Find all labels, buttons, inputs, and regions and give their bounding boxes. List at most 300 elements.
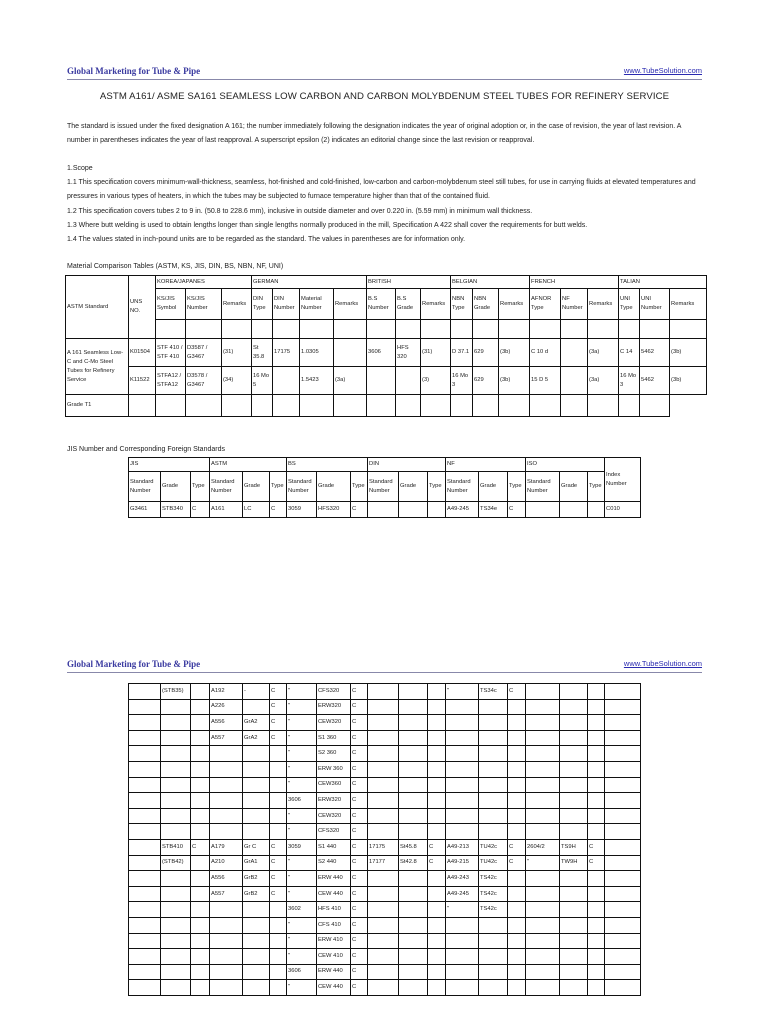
table-cell [588, 699, 605, 715]
table1-caption: Material Comparison Tables (ASTM, KS, JIS, DIN, BS, NBN, NF, UNI) [67, 263, 284, 270]
table-cell: - [243, 684, 270, 700]
table-cell [399, 824, 428, 840]
table-cell: C [270, 684, 287, 700]
table-cell: 3606 [287, 793, 317, 809]
table-cell [479, 699, 508, 715]
table-cell [428, 699, 446, 715]
table-cell [588, 949, 605, 965]
table-cell [191, 917, 210, 933]
table-cell [526, 684, 560, 700]
table-cell: TS42c [479, 886, 508, 902]
group-header: BELGIAN [451, 276, 530, 289]
table-cell: 16 Mo 3 [451, 367, 473, 395]
table-cell [129, 793, 161, 809]
table-cell: C [191, 502, 210, 518]
table-cell [588, 917, 605, 933]
table-cell [210, 902, 243, 918]
table-cell [588, 902, 605, 918]
table-row [129, 793, 641, 809]
table-cell: 1.5423 [300, 367, 334, 395]
scope-section [67, 162, 703, 247]
table-cell: C [588, 839, 605, 855]
table-cell [129, 933, 161, 949]
table-cell: GrA2 [243, 730, 270, 746]
group-header: FRENCH [530, 276, 619, 289]
table-cell [129, 699, 161, 715]
table-cell [191, 746, 210, 762]
table-cell: C [351, 715, 368, 731]
table-cell: A179 [210, 839, 243, 855]
table-cell: C [351, 777, 368, 793]
table-cell [129, 808, 161, 824]
site-link[interactable]: www.TubeSolution.com [623, 659, 702, 668]
header-rule [67, 672, 702, 673]
table-cell [243, 917, 270, 933]
table-cell [368, 761, 399, 777]
table-cell [560, 980, 588, 996]
table-cell [399, 730, 428, 746]
table-cell: 3602 [287, 902, 317, 918]
table-cell [526, 746, 560, 762]
table-cell: C [428, 839, 446, 855]
table-cell [588, 980, 605, 996]
table-cell [191, 699, 210, 715]
table-cell [446, 746, 479, 762]
table-cell: C [270, 886, 287, 902]
sub-header: AFNOR Type [530, 289, 561, 320]
table-cell [446, 730, 479, 746]
table-cell [508, 699, 526, 715]
table-cell [605, 902, 641, 918]
sub-header: B.S Grade [396, 289, 421, 320]
table-cell: " [287, 761, 317, 777]
table-cell [605, 824, 641, 840]
scope-heading: 1.Scope [67, 165, 93, 172]
table-cell [446, 808, 479, 824]
table-cell [191, 964, 210, 980]
table-cell: TW9H [560, 855, 588, 871]
table-cell [399, 793, 428, 809]
table-cell [368, 871, 399, 887]
table-cell [428, 949, 446, 965]
table-cell [161, 777, 191, 793]
table-cell: " [287, 746, 317, 762]
table-cell [605, 746, 641, 762]
table-row [129, 824, 641, 840]
table-cell [560, 684, 588, 700]
table-cell [605, 699, 641, 715]
table-cell: C [508, 855, 526, 871]
table-cell: S2 440 [317, 855, 351, 871]
table-cell [368, 699, 399, 715]
table-cell [605, 730, 641, 746]
table-cell [605, 949, 641, 965]
table-cell [210, 777, 243, 793]
table-cell [399, 949, 428, 965]
table-cell [161, 964, 191, 980]
table-cell [479, 933, 508, 949]
table-cell [399, 777, 428, 793]
scope-item: 1.3 Where butt welding is used to obtain lengths longer than single lengths normally produced in the mill, Specification A 422 shall cover the requirements for butt welds. [67, 221, 588, 229]
table-cell [479, 715, 508, 731]
table-cell: C [351, 824, 368, 840]
table-cell [399, 980, 428, 996]
table-cell [191, 949, 210, 965]
table-row [129, 886, 641, 902]
table-cell [526, 980, 560, 996]
table-cell: " [287, 699, 317, 715]
table-cell: C [351, 855, 368, 871]
table-cell [191, 793, 210, 809]
table-cell: C [508, 502, 526, 518]
table-cell [191, 933, 210, 949]
sub-header: Remarks [334, 289, 367, 320]
table-cell [526, 949, 560, 965]
table-cell: (STB35) [161, 684, 191, 700]
group-header: NF [446, 458, 526, 472]
table-cell: C [270, 871, 287, 887]
sub-header: Remarks [222, 289, 252, 320]
table-row [129, 839, 641, 855]
table-cell [508, 777, 526, 793]
table-cell [129, 746, 161, 762]
table-cell [210, 980, 243, 996]
table-cell: CFS320 [317, 824, 351, 840]
table-cell: 3059 [287, 839, 317, 855]
sub-header: DIN Number [273, 289, 300, 320]
table-cell [210, 917, 243, 933]
table-cell [210, 793, 243, 809]
table-cell [161, 715, 191, 731]
table-cell: D3578 / G3467 [186, 367, 222, 395]
table-cell: C [351, 917, 368, 933]
table-row [129, 699, 641, 715]
table-cell [560, 871, 588, 887]
table-cell: (STB42) [161, 855, 191, 871]
table-cell [479, 730, 508, 746]
table-cell [508, 761, 526, 777]
table-cell [161, 761, 191, 777]
table-cell [368, 917, 399, 933]
table-cell [560, 933, 588, 949]
table-cell [368, 730, 399, 746]
table-row [129, 917, 641, 933]
table-cell [508, 933, 526, 949]
table-cell [605, 761, 641, 777]
table-cell [428, 684, 446, 700]
sub-header: Remarks [670, 289, 707, 320]
table-cell [129, 684, 161, 700]
table-cell: " [287, 824, 317, 840]
table-cell [129, 855, 161, 871]
table-row [129, 855, 641, 871]
table-cell [161, 730, 191, 746]
sub-header: NBN Type [451, 289, 473, 320]
sub-header: Standard Number [368, 472, 399, 502]
table-cell [479, 777, 508, 793]
table-cell [243, 980, 270, 996]
table-row [129, 502, 641, 518]
table-cell [210, 964, 243, 980]
table-cell [399, 886, 428, 902]
table-cell: 629 [473, 367, 499, 395]
table-cell: " [287, 684, 317, 700]
sub-header: Grade [161, 472, 191, 502]
table-cell: S1 440 [317, 839, 351, 855]
table-cell [479, 964, 508, 980]
table-cell: " [287, 933, 317, 949]
table-cell: D3587 / G3467 [186, 339, 222, 367]
sub-header: Type [351, 472, 368, 502]
table-cell [479, 761, 508, 777]
table-cell: TU42c [479, 855, 508, 871]
table-cell [161, 793, 191, 809]
table-cell [560, 761, 588, 777]
table-cell [129, 730, 161, 746]
table-cell: ERW320 [317, 793, 351, 809]
material-description: A 161 Seamless Low-C and C-Mo Steel Tubes for Refinery Service [66, 339, 129, 395]
table-cell [560, 777, 588, 793]
sub-header: Remarks [588, 289, 619, 320]
table-cell [399, 715, 428, 731]
table-cell [446, 699, 479, 715]
table-cell [605, 933, 641, 949]
table-cell: 3059 [287, 502, 317, 518]
table-cell [191, 808, 210, 824]
table-cell: St45.8 [399, 839, 428, 855]
table-cell: A49-245 [446, 886, 479, 902]
table-cell [270, 761, 287, 777]
sub-header: UNI Number [640, 289, 670, 320]
table-cell [560, 715, 588, 731]
table-cell [446, 964, 479, 980]
table-cell [210, 949, 243, 965]
table-cell: STFA12 / STFA12 [156, 367, 186, 395]
table-row [129, 871, 641, 887]
table-cell: CEW320 [317, 808, 351, 824]
table-cell: A557 [210, 886, 243, 902]
table-cell [161, 699, 191, 715]
table-cell: (3b) [670, 367, 707, 395]
table-cell: C [270, 855, 287, 871]
table-cell: C [351, 793, 368, 809]
table-cell [508, 886, 526, 902]
table-cell: " [287, 777, 317, 793]
table-cell [560, 917, 588, 933]
table-cell [399, 746, 428, 762]
table-cell [129, 980, 161, 996]
table-cell: GrA2 [243, 715, 270, 731]
table-cell [210, 746, 243, 762]
table-cell: 5462 [640, 367, 670, 395]
table-cell [161, 902, 191, 918]
table-cell: 17177 [368, 855, 399, 871]
sub-header: DIN Type [252, 289, 273, 320]
table-cell: TS9H [560, 839, 588, 855]
table-cell: A226 [210, 699, 243, 715]
table-cell: C [270, 730, 287, 746]
table-cell [560, 730, 588, 746]
table-cell [270, 793, 287, 809]
table-cell: GrB2 [243, 871, 270, 887]
table-cell [368, 824, 399, 840]
table-cell [588, 824, 605, 840]
table-cell [605, 964, 641, 980]
table-cell [161, 949, 191, 965]
group-header: ISO [526, 458, 605, 472]
table-cell [270, 933, 287, 949]
sub-header: UNI Type [619, 289, 640, 320]
table-cell: ERW 410 [317, 933, 351, 949]
table-cell: C [351, 839, 368, 855]
table-cell: CEW320 [317, 715, 351, 731]
table-cell: (31) [222, 339, 252, 367]
table-cell [161, 871, 191, 887]
table-cell: HFS320 [317, 502, 351, 518]
table-cell [508, 871, 526, 887]
table-cell [526, 715, 560, 731]
table-cell: (3a) [334, 367, 367, 395]
table-cell [526, 502, 560, 518]
table-cell [399, 684, 428, 700]
table-cell [368, 902, 399, 918]
scope-item: 1.4 The values stated in inch-pound units are to be regarded as the standard. The values in parentheses are for information only. [67, 236, 466, 244]
brand-name: Global Marketing for Tube & Pipe [67, 66, 201, 76]
table-cell [526, 761, 560, 777]
table-cell [446, 777, 479, 793]
table-cell: " [526, 855, 560, 871]
table-cell [399, 871, 428, 887]
table-cell [588, 871, 605, 887]
table-cell [605, 684, 641, 700]
table-cell: G3461 [129, 502, 161, 518]
table-cell [243, 777, 270, 793]
table-cell: " [287, 715, 317, 731]
table-cell: ERW 440 [317, 964, 351, 980]
table-cell [129, 871, 161, 887]
table-cell: TS34c [479, 684, 508, 700]
table-cell [526, 871, 560, 887]
table-cell [191, 730, 210, 746]
table-row [129, 902, 641, 918]
table-cell [161, 917, 191, 933]
table-cell [508, 964, 526, 980]
table-cell: (3a) [588, 367, 619, 395]
table-cell: C [351, 684, 368, 700]
table-cell [588, 886, 605, 902]
table-cell: C [508, 684, 526, 700]
table-cell [446, 933, 479, 949]
table-cell [191, 886, 210, 902]
table-cell: C [351, 502, 368, 518]
material-comparison-table [65, 275, 707, 417]
table-cell [526, 917, 560, 933]
table-cell: (3) [421, 367, 451, 395]
sub-header: Grade [560, 472, 588, 502]
table-cell [191, 684, 210, 700]
group-header: GERMAN [252, 276, 367, 289]
table-cell [508, 902, 526, 918]
group-header: BS [287, 458, 368, 472]
table-cell [479, 793, 508, 809]
table-cell [560, 886, 588, 902]
table-cell [129, 777, 161, 793]
table-cell [399, 964, 428, 980]
brand-name: Global Marketing for Tube & Pipe [67, 659, 201, 669]
table-cell [605, 715, 641, 731]
table-cell: TS42c [479, 902, 508, 918]
table-cell: C [351, 902, 368, 918]
sub-header: Standard Number [210, 472, 243, 502]
table-cell [270, 964, 287, 980]
table-cell [428, 824, 446, 840]
table-cell [191, 871, 210, 887]
site-link[interactable]: www.TubeSolution.com [623, 66, 702, 75]
sub-header: Type [191, 472, 210, 502]
table-cell [191, 902, 210, 918]
table-cell [508, 715, 526, 731]
table-cell [399, 902, 428, 918]
table-cell [526, 933, 560, 949]
table-cell: A161 [210, 502, 243, 518]
grade-label: Grade T1 [66, 395, 129, 417]
table-cell: 17175 [368, 839, 399, 855]
table-cell [368, 980, 399, 996]
group-header: DIN [368, 458, 446, 472]
table-cell [368, 684, 399, 700]
table-cell [129, 902, 161, 918]
table-row [129, 980, 641, 996]
table-cell: A49-215 [446, 855, 479, 871]
table-cell [243, 761, 270, 777]
table-cell: STB340 [161, 502, 191, 518]
table-cell [270, 777, 287, 793]
table-cell: TU42c [479, 839, 508, 855]
table-cell [243, 699, 270, 715]
page-header [67, 66, 702, 80]
table-cell: C [270, 502, 287, 518]
table-cell [446, 715, 479, 731]
table-cell [428, 886, 446, 902]
table-cell [588, 933, 605, 949]
table-cell: A49-245 [446, 502, 479, 518]
table-cell [161, 808, 191, 824]
table-cell: 3606 [287, 964, 317, 980]
table-cell [243, 824, 270, 840]
uns-number: K01504 [129, 339, 156, 367]
table-cell [605, 855, 641, 871]
sub-header: Material Number [300, 289, 334, 320]
table-cell [605, 777, 641, 793]
sub-header: Grade [243, 472, 270, 502]
table-cell [560, 699, 588, 715]
table-cell: (3b) [499, 339, 530, 367]
table-cell: (3b) [499, 367, 530, 395]
table-cell [210, 933, 243, 949]
table-cell [243, 746, 270, 762]
table-cell: S1 360 [317, 730, 351, 746]
table-cell [526, 808, 560, 824]
sub-header: Standard Number [446, 472, 479, 502]
table-cell [560, 808, 588, 824]
table-cell: GrA1 [243, 855, 270, 871]
table-cell [428, 964, 446, 980]
table-cell [479, 949, 508, 965]
table-cell [191, 855, 210, 871]
table-cell [560, 964, 588, 980]
table-cell [588, 715, 605, 731]
uns-header: UNS NO. [129, 276, 156, 339]
